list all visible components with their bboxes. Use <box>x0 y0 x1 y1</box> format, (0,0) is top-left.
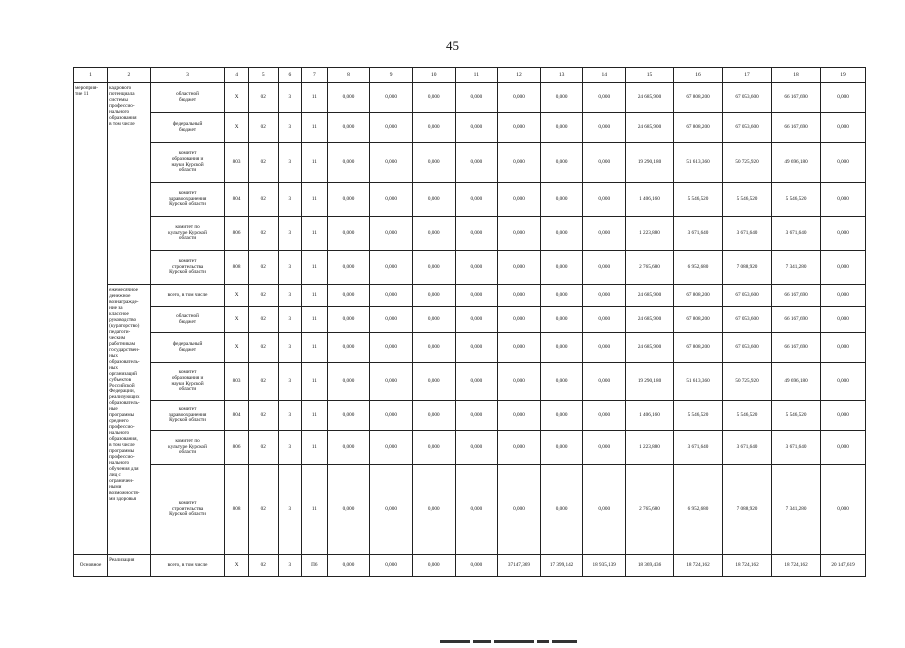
value-cell: 0,000 <box>327 363 370 401</box>
code-cell: 808 <box>225 251 248 285</box>
value-cell: 1 223,880 <box>626 431 674 465</box>
code-cell: X <box>225 307 248 333</box>
code-cell: 3 <box>278 363 301 401</box>
value-cell: 49 696,180 <box>772 363 821 401</box>
value-cell: 51 613,360 <box>673 143 722 183</box>
value-cell: 19 290,180 <box>626 143 674 183</box>
code-cell: 02 <box>248 251 278 285</box>
value-cell: 0,000 <box>455 363 498 401</box>
code-cell: 02 <box>248 143 278 183</box>
source-cell: комитет по культуре Курской области <box>150 431 225 465</box>
value-cell: 24 685,900 <box>626 83 674 113</box>
header-cell: 2 <box>108 68 151 83</box>
value-cell: 0,000 <box>327 143 370 183</box>
table-row <box>74 465 866 555</box>
header-cell: 3 <box>150 68 225 83</box>
code-cell: П6 <box>302 555 328 577</box>
code-cell: X <box>225 83 248 113</box>
value-cell: 5 546,520 <box>772 183 821 217</box>
code-cell: 3 <box>278 143 301 183</box>
code-cell: X <box>225 285 248 307</box>
header-cell: 11 <box>455 68 498 83</box>
code-cell: 11 <box>302 465 328 555</box>
value-cell: 0,000 <box>327 251 370 285</box>
code-cell: 3 <box>278 183 301 217</box>
value-cell: 0,000 <box>540 113 583 143</box>
value-cell: 0,000 <box>540 143 583 183</box>
value-cell: 20 147,619 <box>821 555 866 577</box>
code-cell: 11 <box>302 217 328 251</box>
source-cell: всего, в том числе <box>150 555 225 577</box>
value-cell: 0,000 <box>327 183 370 217</box>
value-cell: 0,000 <box>412 143 455 183</box>
value-cell: 0,000 <box>327 333 370 363</box>
code-cell: 803 <box>225 363 248 401</box>
value-cell: 0,000 <box>455 113 498 143</box>
source-cell: комитет образования и науки Курской области <box>150 363 225 401</box>
value-cell: 0,000 <box>370 83 413 113</box>
value-cell: 0,000 <box>583 113 626 143</box>
value-cell: 0,000 <box>412 555 455 577</box>
header-cell: 13 <box>540 68 583 83</box>
table-row <box>74 113 866 143</box>
value-cell: 0,000 <box>583 401 626 431</box>
value-cell: 0,000 <box>583 307 626 333</box>
code-cell: 3 <box>278 285 301 307</box>
value-cell: 0,000 <box>498 333 541 363</box>
code-cell: X <box>225 555 248 577</box>
value-cell: 0,000 <box>540 363 583 401</box>
header-cell: 7 <box>302 68 328 83</box>
value-cell: 0,000 <box>498 83 541 113</box>
value-cell: 3 671,640 <box>723 217 772 251</box>
table-row <box>74 555 866 577</box>
code-cell: 11 <box>302 113 328 143</box>
value-cell: 0,000 <box>412 465 455 555</box>
value-cell: 0,000 <box>370 401 413 431</box>
value-cell: 0,000 <box>412 113 455 143</box>
code-cell: 3 <box>278 83 301 113</box>
value-cell: 0,000 <box>498 401 541 431</box>
value-cell: 0,000 <box>370 431 413 465</box>
value-cell: 0,000 <box>370 555 413 577</box>
header-row <box>74 68 866 83</box>
value-cell: 6 952,680 <box>673 465 722 555</box>
value-cell: 7 088,920 <box>723 251 772 285</box>
code-cell: 02 <box>248 217 278 251</box>
code-cell: 02 <box>248 183 278 217</box>
value-cell: 0,000 <box>455 307 498 333</box>
source-cell: комитет по культуре Курской области <box>150 217 225 251</box>
value-cell: 0,000 <box>412 363 455 401</box>
source-cell: комитет образования и науки Курской области <box>150 143 225 183</box>
source-cell: областной бюджет <box>150 83 225 113</box>
value-cell: 7 341,280 <box>772 251 821 285</box>
value-cell: 0,000 <box>327 217 370 251</box>
value-cell: 0,000 <box>412 307 455 333</box>
value-cell: 0,000 <box>370 217 413 251</box>
value-cell: 18 369,436 <box>626 555 674 577</box>
value-cell: 0,000 <box>498 363 541 401</box>
value-cell: 67 808,200 <box>673 285 722 307</box>
code-cell: 3 <box>278 431 301 465</box>
value-cell: 0,000 <box>821 333 866 363</box>
value-cell: 3 671,640 <box>772 217 821 251</box>
value-cell: 0,000 <box>327 401 370 431</box>
code-cell: 3 <box>278 113 301 143</box>
value-cell: 1 223,880 <box>626 217 674 251</box>
header-cell: 16 <box>673 68 722 83</box>
value-cell: 0,000 <box>327 83 370 113</box>
header-cell: 4 <box>225 68 248 83</box>
value-cell: 24 685,900 <box>626 285 674 307</box>
value-cell: 0,000 <box>821 83 866 113</box>
value-cell: 0,000 <box>412 83 455 113</box>
value-cell: 18 724,162 <box>723 555 772 577</box>
value-cell: 0,000 <box>583 465 626 555</box>
value-cell: 0,000 <box>327 113 370 143</box>
value-cell: 0,000 <box>412 333 455 363</box>
value-cell: 7 341,280 <box>772 465 821 555</box>
table-row <box>74 333 866 363</box>
value-cell: 0,000 <box>821 465 866 555</box>
table-row <box>74 251 866 285</box>
value-cell: 0,000 <box>412 217 455 251</box>
code-cell: 3 <box>278 251 301 285</box>
value-cell: 6 952,680 <box>673 251 722 285</box>
code-cell: 02 <box>248 285 278 307</box>
value-cell: 0,000 <box>412 251 455 285</box>
value-cell: 0,000 <box>327 307 370 333</box>
value-cell: 0,000 <box>455 465 498 555</box>
code-cell: 808 <box>225 465 248 555</box>
value-cell: 0,000 <box>583 363 626 401</box>
value-cell: 7 088,920 <box>723 465 772 555</box>
code-cell: 3 <box>278 555 301 577</box>
value-cell: 67 808,200 <box>673 113 722 143</box>
value-cell: 0,000 <box>498 183 541 217</box>
value-cell: 0,000 <box>455 83 498 113</box>
value-cell: 0,000 <box>540 217 583 251</box>
code-cell: 3 <box>278 333 301 363</box>
source-cell: федеральный бюджет <box>150 113 225 143</box>
value-cell: 5 546,520 <box>723 401 772 431</box>
value-cell: 0,000 <box>498 307 541 333</box>
header-cell: 8 <box>327 68 370 83</box>
code-cell: 02 <box>248 465 278 555</box>
value-cell: 49 696,180 <box>772 143 821 183</box>
value-cell: 0,000 <box>583 251 626 285</box>
code-cell: 804 <box>225 401 248 431</box>
header-cell: 6 <box>278 68 301 83</box>
code-cell: 02 <box>248 555 278 577</box>
value-cell: 67 053,600 <box>723 333 772 363</box>
value-cell: 37147,369 <box>498 555 541 577</box>
value-cell: 0,000 <box>370 143 413 183</box>
value-cell: 0,000 <box>821 401 866 431</box>
table-row <box>74 431 866 465</box>
value-cell: 0,000 <box>455 333 498 363</box>
source-cell: комитет строительства Курской области <box>150 465 225 555</box>
value-cell: 0,000 <box>327 285 370 307</box>
header-cell: 19 <box>821 68 866 83</box>
value-cell: 3 671,640 <box>772 431 821 465</box>
source-cell: комитет строительства Курской области <box>150 251 225 285</box>
value-cell: 67 808,200 <box>673 333 722 363</box>
value-cell: 0,000 <box>370 113 413 143</box>
code-cell: 3 <box>278 217 301 251</box>
code-cell: X <box>225 333 248 363</box>
value-cell: 66 167,690 <box>772 307 821 333</box>
value-cell: 0,000 <box>583 143 626 183</box>
value-cell: 0,000 <box>540 251 583 285</box>
code-cell: 11 <box>302 285 328 307</box>
value-cell: 66 167,690 <box>772 113 821 143</box>
code-cell: 02 <box>248 83 278 113</box>
value-cell: 0,000 <box>821 285 866 307</box>
code-cell: 3 <box>278 465 301 555</box>
value-cell: 0,000 <box>821 363 866 401</box>
table-row <box>74 143 866 183</box>
value-cell: 24 685,900 <box>626 307 674 333</box>
header-cell: 17 <box>723 68 772 83</box>
code-cell: 11 <box>302 307 328 333</box>
value-cell: 3 671,640 <box>673 217 722 251</box>
value-cell: 0,000 <box>455 217 498 251</box>
value-cell: 67 053,600 <box>723 83 772 113</box>
activity-cell: Основное <box>74 555 108 577</box>
value-cell: 0,000 <box>821 217 866 251</box>
value-cell: 0,000 <box>455 285 498 307</box>
code-cell: 806 <box>225 217 248 251</box>
source-cell: комитет здравоохранения Курской области <box>150 401 225 431</box>
value-cell: 67 053,600 <box>723 285 772 307</box>
budget-table <box>73 67 866 577</box>
value-cell: 0,000 <box>583 285 626 307</box>
value-cell: 0,000 <box>370 333 413 363</box>
value-cell: 17 399,142 <box>540 555 583 577</box>
table-row <box>74 307 866 333</box>
code-cell: 806 <box>225 431 248 465</box>
value-cell: 0,000 <box>498 113 541 143</box>
value-cell: 0,000 <box>370 183 413 217</box>
value-cell: 0,000 <box>498 143 541 183</box>
value-cell: 0,000 <box>455 555 498 577</box>
value-cell: 2 765,680 <box>626 465 674 555</box>
value-cell: 66 167,690 <box>772 285 821 307</box>
value-cell: 18 724,162 <box>772 555 821 577</box>
value-cell: 0,000 <box>540 83 583 113</box>
value-cell: 0,000 <box>455 401 498 431</box>
code-cell: 11 <box>302 333 328 363</box>
value-cell: 0,000 <box>821 431 866 465</box>
value-cell: 18 724,162 <box>673 555 722 577</box>
value-cell: 1 406,160 <box>626 401 674 431</box>
table-row <box>74 183 866 217</box>
code-cell: 02 <box>248 401 278 431</box>
value-cell: 0,000 <box>498 285 541 307</box>
value-cell: 67 053,600 <box>723 307 772 333</box>
value-cell: 0,000 <box>583 333 626 363</box>
value-cell: 0,000 <box>455 143 498 183</box>
value-cell: 18 935,139 <box>583 555 626 577</box>
header-cell: 12 <box>498 68 541 83</box>
value-cell: 0,000 <box>821 251 866 285</box>
header-cell: 10 <box>412 68 455 83</box>
code-cell: 11 <box>302 183 328 217</box>
value-cell: 67 053,600 <box>723 113 772 143</box>
value-cell: 0,000 <box>370 363 413 401</box>
value-cell: 0,000 <box>370 465 413 555</box>
value-cell: 67 808,200 <box>673 307 722 333</box>
code-cell: 803 <box>225 143 248 183</box>
code-cell: 02 <box>248 431 278 465</box>
value-cell: 0,000 <box>821 307 866 333</box>
value-cell: 0,000 <box>370 307 413 333</box>
value-cell: 0,000 <box>327 431 370 465</box>
value-cell: 0,000 <box>455 251 498 285</box>
code-cell: 11 <box>302 401 328 431</box>
code-cell: 11 <box>302 431 328 465</box>
value-cell: 0,000 <box>412 285 455 307</box>
value-cell: 67 808,200 <box>673 83 722 113</box>
value-cell: 3 671,640 <box>673 431 722 465</box>
code-cell: 02 <box>248 333 278 363</box>
value-cell: 0,000 <box>540 183 583 217</box>
value-cell: 0,000 <box>370 285 413 307</box>
source-cell: всего, в том числе <box>150 285 225 307</box>
value-cell: 0,000 <box>540 307 583 333</box>
value-cell: 0,000 <box>412 431 455 465</box>
value-cell: 0,000 <box>821 143 866 183</box>
value-cell: 50 725,920 <box>723 363 772 401</box>
page-number: 45 <box>446 38 459 53</box>
value-cell: 3 671,640 <box>723 431 772 465</box>
code-cell: 3 <box>278 401 301 431</box>
value-cell: 0,000 <box>412 401 455 431</box>
value-cell: 0,000 <box>583 431 626 465</box>
code-cell: 11 <box>302 363 328 401</box>
code-cell: X <box>225 113 248 143</box>
scan-artifact <box>440 630 640 634</box>
value-cell: 0,000 <box>370 251 413 285</box>
table-row <box>74 285 866 307</box>
activity-cell: мероприя- тие 11 <box>74 83 108 555</box>
value-cell: 0,000 <box>498 217 541 251</box>
measure-cell: кадрового потенциала системы профессио- нального образования в том числе <box>108 83 151 285</box>
measure-cell: Реализация <box>108 555 151 577</box>
code-cell: 11 <box>302 143 328 183</box>
value-cell: 0,000 <box>583 83 626 113</box>
code-cell: 11 <box>302 251 328 285</box>
value-cell: 0,000 <box>455 183 498 217</box>
value-cell: 0,000 <box>498 431 541 465</box>
value-cell: 5 546,520 <box>772 401 821 431</box>
source-cell: федеральный бюджет <box>150 333 225 363</box>
header-cell: 15 <box>626 68 674 83</box>
value-cell: 0,000 <box>412 183 455 217</box>
value-cell: 51 613,360 <box>673 363 722 401</box>
header-cell: 14 <box>583 68 626 83</box>
value-cell: 0,000 <box>327 465 370 555</box>
value-cell: 5 546,520 <box>723 183 772 217</box>
value-cell: 0,000 <box>540 333 583 363</box>
value-cell: 19 290,180 <box>626 363 674 401</box>
value-cell: 0,000 <box>540 285 583 307</box>
header-cell: 18 <box>772 68 821 83</box>
table-row <box>74 83 866 113</box>
measure-cell: ежемесячное денежное вознагражде- ние за классное руководство (кураторство) педагоги- ческим работникам государствен- ных образователь- ных организаций субъектов Российской Федерации, реализующих образователь- ные программы среднего профессио- нального образования, в том числе программы профессио- нального обучения для лиц с ограничен- ными возможностя- ми здоровья <box>108 285 151 555</box>
value-cell: 5 546,520 <box>673 183 722 217</box>
value-cell: 0,000 <box>498 465 541 555</box>
value-cell: 5 546,520 <box>673 401 722 431</box>
value-cell: 24 685,900 <box>626 113 674 143</box>
code-cell: 804 <box>225 183 248 217</box>
header-cell: 9 <box>370 68 413 83</box>
source-cell: комитет здравоохранения Курской области <box>150 183 225 217</box>
table-row <box>74 363 866 401</box>
table-row <box>74 401 866 431</box>
value-cell: 2 765,680 <box>626 251 674 285</box>
code-cell: 3 <box>278 307 301 333</box>
value-cell: 0,000 <box>455 431 498 465</box>
value-cell: 66 167,690 <box>772 333 821 363</box>
code-cell: 02 <box>248 307 278 333</box>
value-cell: 0,000 <box>540 465 583 555</box>
code-cell: 02 <box>248 113 278 143</box>
value-cell: 50 725,920 <box>723 143 772 183</box>
header-cell: 5 <box>248 68 278 83</box>
value-cell: 0,000 <box>540 401 583 431</box>
code-cell: 02 <box>248 363 278 401</box>
code-cell: 11 <box>302 83 328 113</box>
value-cell: 0,000 <box>327 555 370 577</box>
value-cell: 0,000 <box>583 217 626 251</box>
value-cell: 0,000 <box>821 183 866 217</box>
value-cell: 0,000 <box>498 251 541 285</box>
value-cell: 0,000 <box>540 431 583 465</box>
source-cell: областной бюджет <box>150 307 225 333</box>
value-cell: 66 167,690 <box>772 83 821 113</box>
table-row <box>74 217 866 251</box>
value-cell: 0,000 <box>821 113 866 143</box>
value-cell: 0,000 <box>583 183 626 217</box>
header-cell: 1 <box>74 68 108 83</box>
value-cell: 1 406,160 <box>626 183 674 217</box>
value-cell: 24 685,900 <box>626 333 674 363</box>
